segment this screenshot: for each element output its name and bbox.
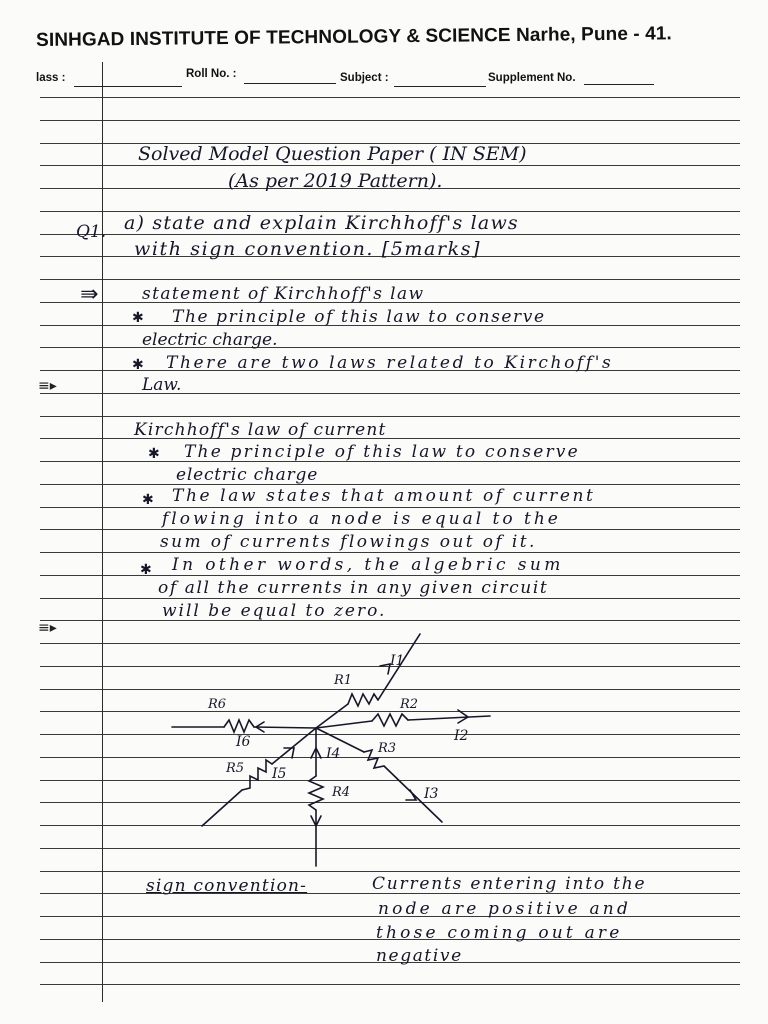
question-number: Q1. xyxy=(76,222,107,242)
bullet-text: will be equal to zero. xyxy=(162,601,387,621)
bullet-text: The principle of this law to conserve xyxy=(172,307,546,327)
paper-title: Solved Model Question Paper ( IN SEM) xyxy=(138,143,527,165)
arrow-i1 xyxy=(380,664,390,674)
bullet-star-icon: ✱ xyxy=(132,310,144,326)
label-r3: R3 xyxy=(378,741,397,756)
bullet-star-icon: ✱ xyxy=(132,357,144,373)
sign-convention-text: negative xyxy=(376,946,463,966)
bullet-text: sum of currents flowings out of it. xyxy=(160,532,537,552)
roll-label: Roll No. : xyxy=(186,68,237,80)
resistor-r6 xyxy=(224,720,254,732)
resistor-r1 xyxy=(348,694,378,706)
label-r4: R4 xyxy=(332,785,351,800)
sign-convention-text: those coming out are xyxy=(376,923,623,943)
margin-scribble-icon: ≡▸ xyxy=(38,378,57,394)
bullet-text: of all the currents in any given circuit xyxy=(158,578,549,598)
sign-convention-label: sign convention- xyxy=(146,876,308,896)
bullet-text: Law. xyxy=(142,375,182,395)
label-i5: I5 xyxy=(272,766,287,782)
label-i6: I6 xyxy=(236,734,251,750)
answer-arrow-icon: ⇛ xyxy=(80,282,99,307)
resistor-r4 xyxy=(309,776,323,810)
bullet-star-icon: ✱ xyxy=(140,562,152,578)
kcl-heading: Kirchhoff's law of current xyxy=(134,420,387,440)
label-r2: R2 xyxy=(400,697,419,712)
bullet-star-icon: ✱ xyxy=(148,446,160,462)
label-r1: R1 xyxy=(334,673,353,688)
bullet-text: electric charge. xyxy=(142,330,278,350)
bullet-text: In other words, the algebric sum xyxy=(172,555,564,575)
bullet-star-icon: ✱ xyxy=(142,492,154,508)
resistor-r5 xyxy=(242,760,272,790)
resistor-r2 xyxy=(372,714,408,726)
label-r5: R5 xyxy=(226,761,245,776)
bullet-text: electric charge xyxy=(176,465,319,485)
question-text-1: a) state and explain Kirchhoff's laws xyxy=(124,212,519,234)
label-i3: I3 xyxy=(424,786,439,802)
bullet-text: The law states that amount of current xyxy=(172,486,596,506)
label-i2: I2 xyxy=(454,728,469,744)
bullet-text: The principle of this law to conserve xyxy=(184,442,580,462)
label-i4: I4 xyxy=(326,746,341,762)
sign-convention-text: node are positive and xyxy=(378,899,632,919)
subject-label: Subject : xyxy=(340,72,389,84)
institute-header: SINHGAD INSTITUTE OF TECHNOLOGY & SCIENCE Narhe, Pune - 41. xyxy=(36,23,672,51)
label-r6: R6 xyxy=(208,697,227,712)
arrow-i2 xyxy=(458,710,468,723)
margin-scribble-icon: ≡▸ xyxy=(38,620,57,636)
label-i1: I1 xyxy=(390,653,405,669)
statement-heading: statement of Kirchhoff's law xyxy=(142,284,425,304)
bullet-text: flowing into a node is equal to the xyxy=(162,509,561,529)
class-label: lass : xyxy=(36,72,66,84)
sign-convention-text: Currents entering into the xyxy=(372,874,647,894)
supplement-label: Supplement No. xyxy=(488,72,576,84)
paper-subtitle: (As per 2019 Pattern). xyxy=(228,170,443,192)
bullet-text: There are two laws related to Kirchoff's xyxy=(166,353,614,373)
question-text-2: with sign convention. [5marks] xyxy=(134,238,482,260)
